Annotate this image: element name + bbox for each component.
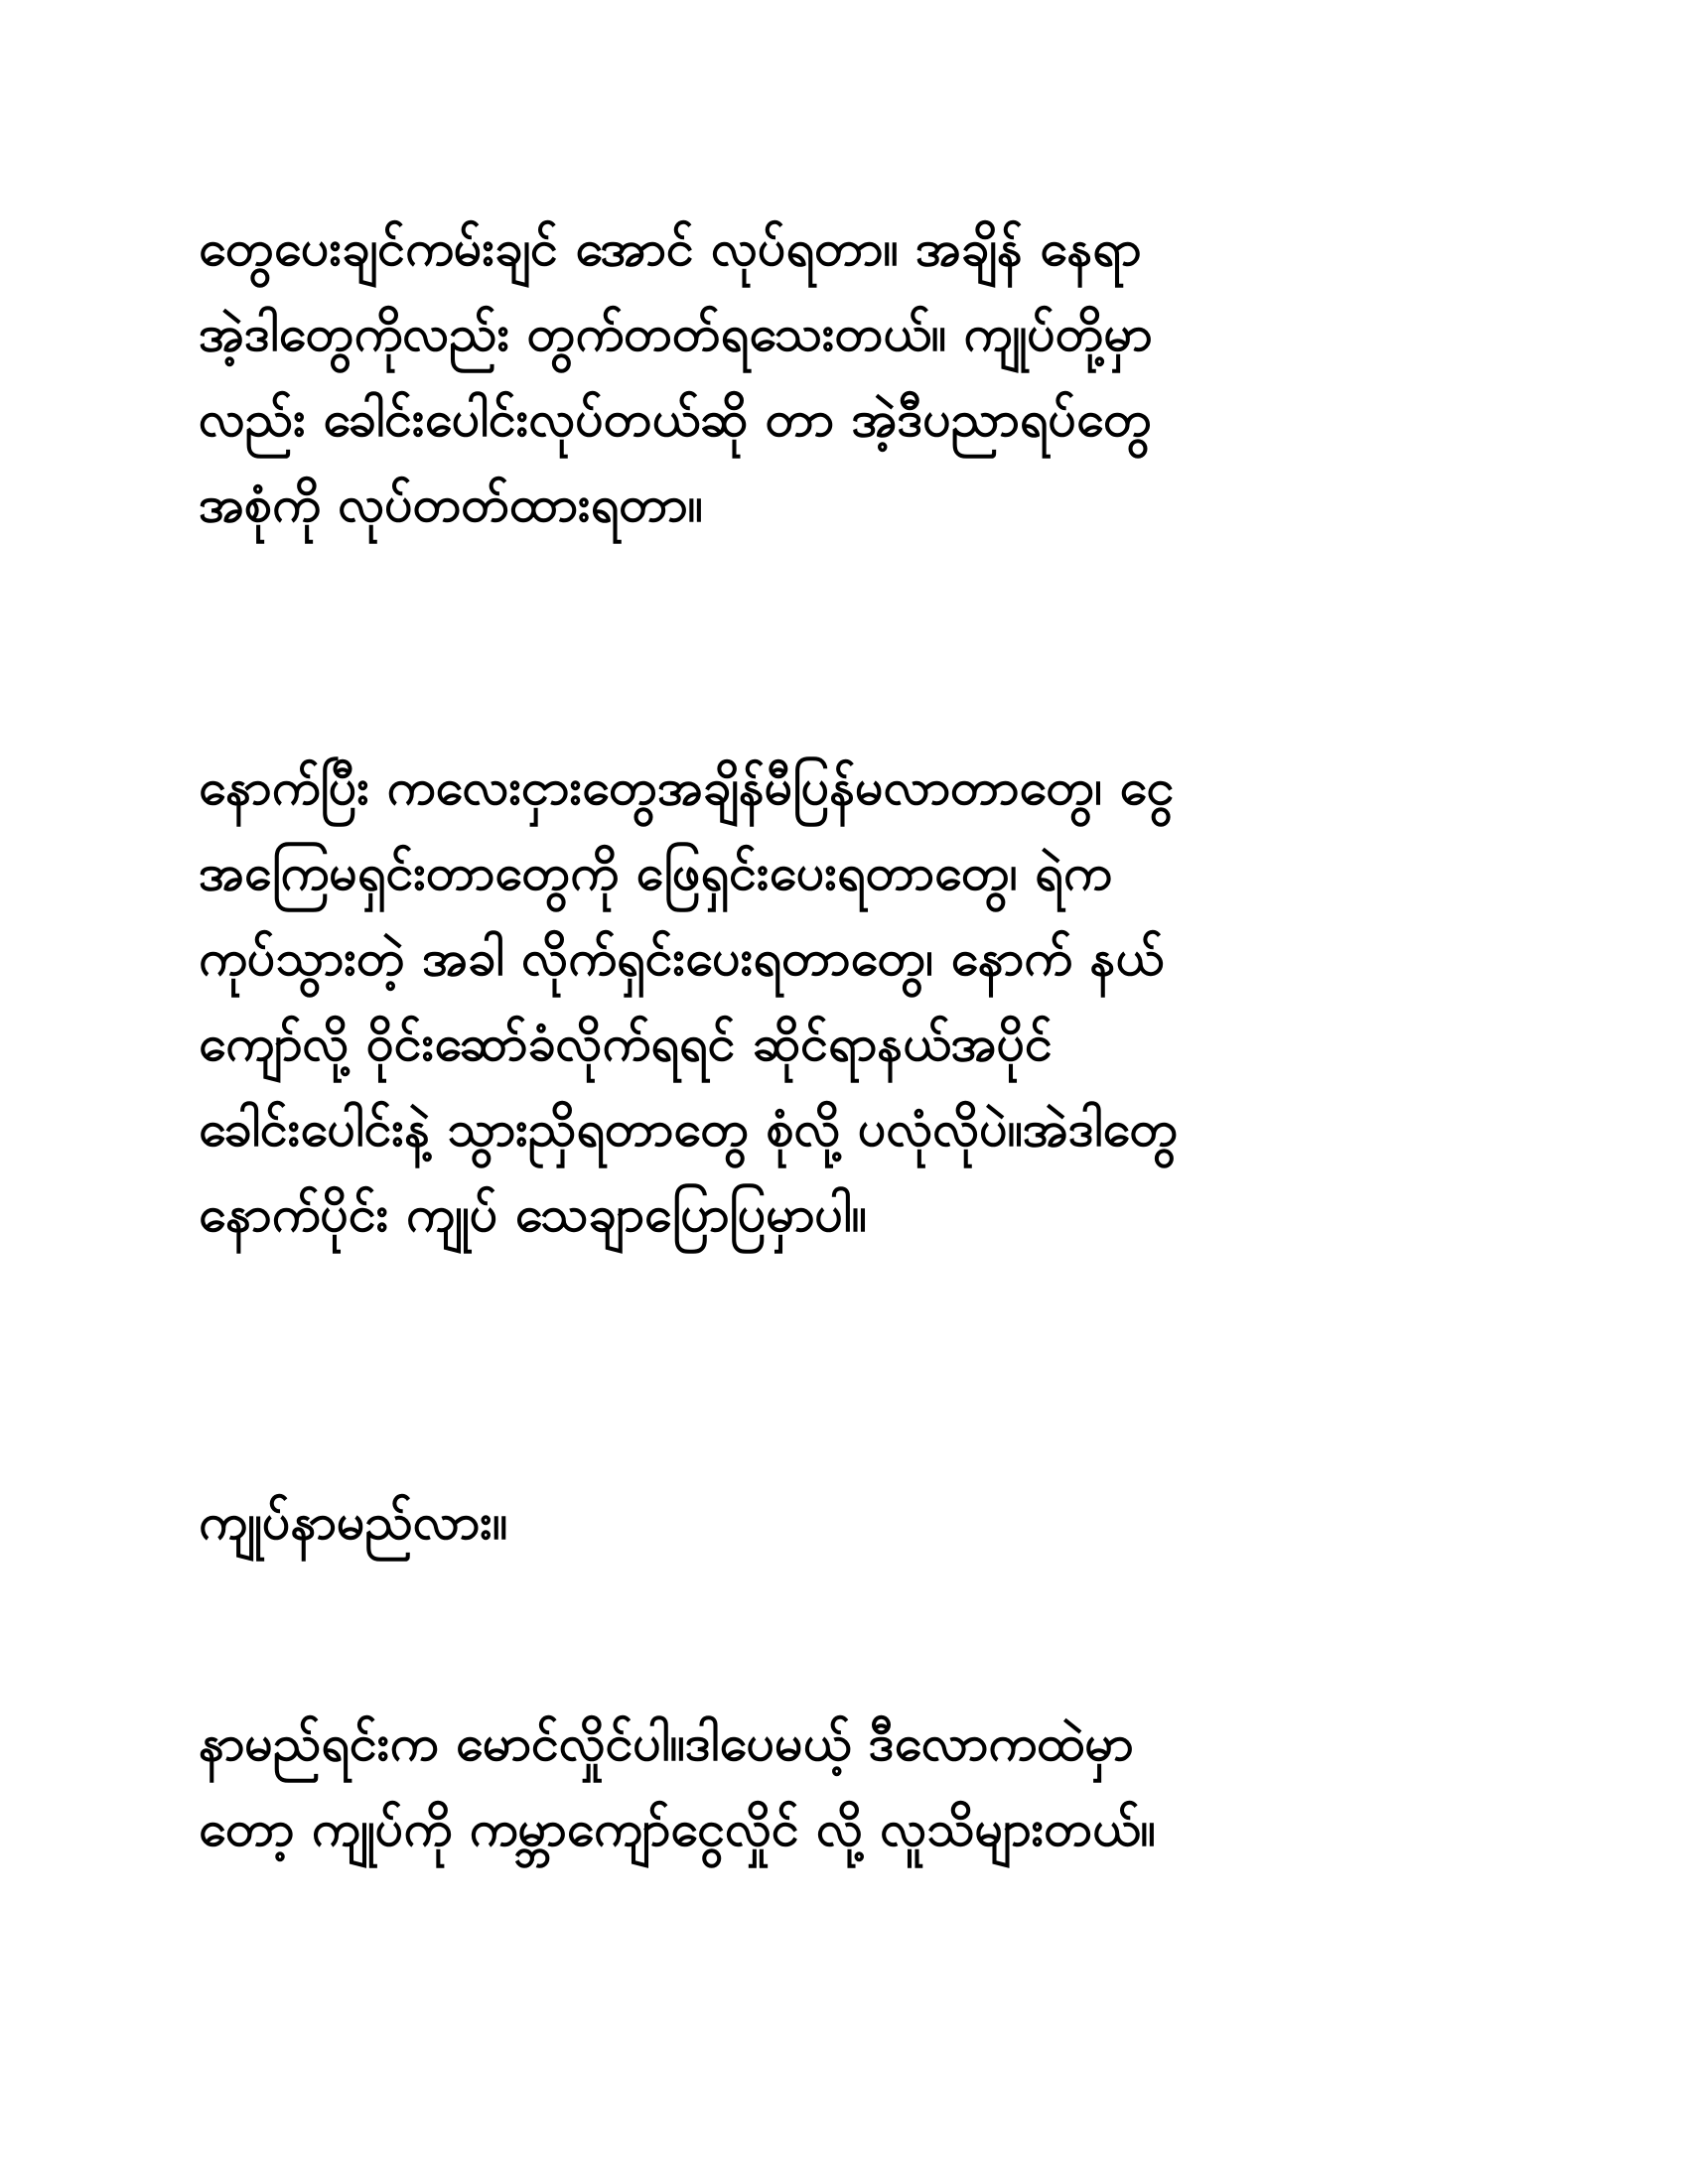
paragraph-line: အဲ့ဒါတွေကိုလည်း တွက်တတ်ရသေးတယ်။ ကျုပ်တို့မှာ xyxy=(199,305,1153,362)
paragraph-1 xyxy=(199,205,1489,547)
paragraph-line: ခေါင်းပေါင်းနဲ့ သွားညှိရတာတွေ စုံလို့ ပလုံလိုပဲ။အဲဒါတွေ xyxy=(199,1100,1179,1158)
paragraph-3 xyxy=(199,1479,1489,1565)
paragraph-line: တွေပေးချင်ကမ်းချင် အောင် လုပ်ရတာ။ အချိန် နေရာ xyxy=(199,219,1142,277)
paragraph-line: အစုံကို လုပ်တတ်ထားရတာ။ xyxy=(199,476,703,533)
paragraph-line: ကျော်လို့ ဝိုင်းဆော်ခံလိုက်ရရင် ဆိုင်ရာနယ်အပိုင် xyxy=(199,1015,1053,1072)
paragraph-line: ကုပ်သွားတဲ့ အခါ လိုက်ရှင်းပေးရတာတွေ၊ နောက် နယ် xyxy=(199,929,1164,987)
paragraph-line: တော့ ကျုပ်ကို ကမ္ဘာကျော်ငွေလှိုင် လို့ လူသိများတယ်။ xyxy=(199,1800,1156,1857)
paragraph-line: နောက်ပြီး ကလေးငှားတွေအချိန်မီပြန်မလာတာတွေ၊ ငွေ xyxy=(199,758,1175,816)
paragraph-line: လည်း ခေါင်းပေါင်းလုပ်တယ်ဆို တာ အဲ့ဒီပညာရပ်တွေ xyxy=(199,390,1152,448)
paragraph-line: အကြေမရှင်းတာတွေကို ဖြေရှင်းပေးရတာတွေ၊ ရဲက xyxy=(199,844,1112,901)
paragraph-4 xyxy=(199,1701,1489,1871)
paragraph-line: နောက်ပိုင်း ကျုပ် သေချာပြောပြမှာပါ။ xyxy=(199,1185,867,1243)
paragraph-line: ကျုပ်နာမည်လား။ xyxy=(199,1493,508,1551)
paragraph-line: နာမည်ရင်းက မောင်လှိုင်ပါ။ဒါပေမယ့် ဒီလောကထဲမှာ xyxy=(199,1714,1134,1772)
paragraph-2 xyxy=(199,745,1489,1257)
